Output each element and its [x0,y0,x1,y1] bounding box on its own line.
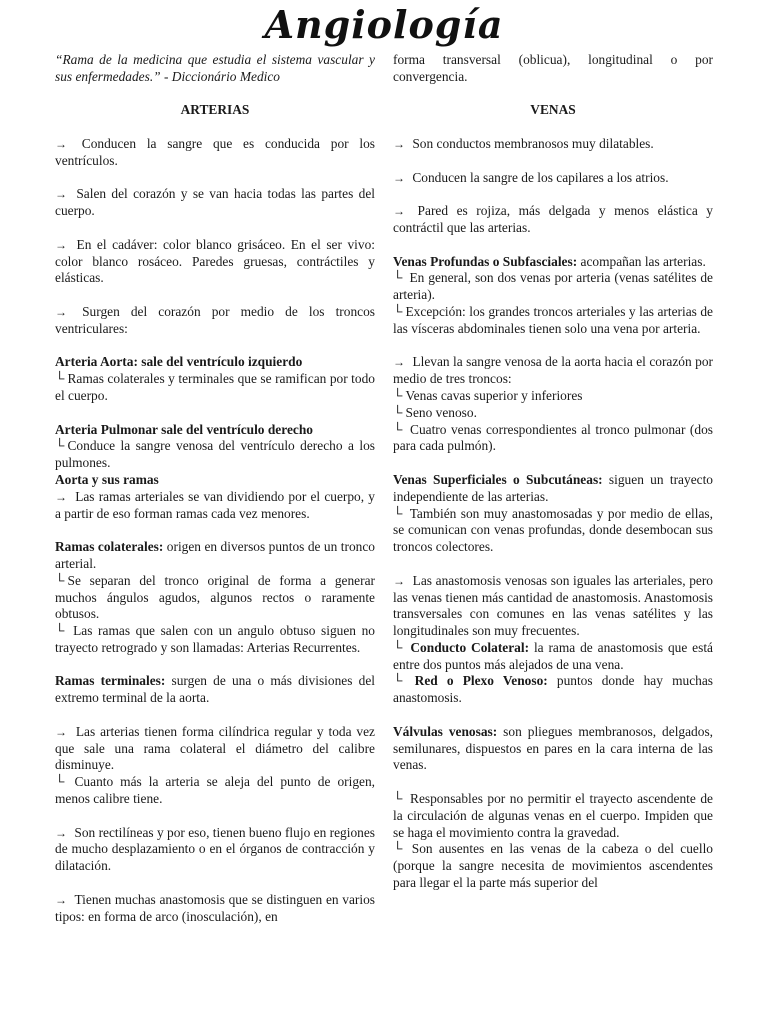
arterias-point-2 [55,186,375,220]
corner-icon: └ [393,639,403,655]
troncos-text: Llevan la sangre venosa de la aorta hacia el corazón por medio de tres troncos: [393,354,713,387]
arrow-icon: → [55,187,67,202]
arrow-icon: → [55,489,67,504]
continuation: forma transversal (oblicua), longitudinal o por convergencia. [393,52,713,84]
arrow-icon: → [393,136,405,151]
superficiales-label: Venas Superficiales o Subcutáneas: [393,471,603,487]
terminales-label: Ramas terminales: [55,673,166,689]
profundas-sub-2-text: Excepción: los grandes troncos arteriales y las arterias de las vísceras abdominales tienen solo una vena por arteria. [393,303,713,336]
arterias-point-1 [55,136,375,170]
forma-text: Las arterias tienen forma cilíndrica regular y toda vez que sale una rama colateral el diámetro del calibre disminuye. [55,723,375,773]
troncos-sub-2 [393,405,713,422]
valvulas-sub-1-text: Responsables por no permitir el trayecto ascendente de la circulación de algunas venas en el cuerpo. Impiden que se haga el movimiento contra la gravedad. [393,791,713,840]
aorta-block [55,354,375,404]
profundas-label: Venas Profundas o Subfasciales: [393,253,578,269]
corner-icon: └ [393,421,403,437]
aorta-ramas-block [55,472,375,522]
colaterales-sub-2-text: Las ramas que salen con un angulo obtuso siguen no trayecto retrogrado y son llamadas: Arterias Recurrentes. [55,623,375,655]
valvulas-sub-1 [393,791,713,841]
anastomosis-text: Tienen muchas anastomosis que se distinguen en varios tipos: en forma de arco (inosculación), en [55,891,375,924]
plexo-venoso-label: Red o Plexo Venoso: [414,673,548,689]
valvulas-subs [393,791,713,892]
corner-icon: └ [55,438,65,454]
troncos-block [393,354,713,455]
valvulas-block [393,724,713,774]
profundas-block [393,254,713,338]
pulmonar-sub-text: Conduce la sangre venosa del ventrículo derecho a los pulmones. [55,438,375,471]
arrow-icon: → [393,204,405,219]
conducto-colateral-label: Conducto Colateral: [410,639,530,655]
arterias-point-4 [55,304,375,338]
plexo-venoso [393,673,713,707]
colaterales-block [55,539,375,657]
profundas-sub-1 [393,270,713,304]
conducto-colateral-text: la rama de anastomosis que está entre dos puntos más alejados de una vena. [393,639,713,672]
venas-point-2-text: Conducen la sangre de los capilares a los atrios. [412,169,669,185]
superficiales-block [393,472,713,556]
troncos-sub-2-text: Seno venoso. [405,404,477,420]
aorta-ramas-title: Aorta y sus ramas [55,471,159,487]
venas-point-3-text: Pared es rojiza, más delgada y menos elástica y contráctil que las arterias. [393,203,713,235]
troncos-sub-1-text: Venas cavas superior y inferiores [405,387,583,403]
venas-point-1 [393,136,713,153]
valvulas-text: son pliegues membranosos, delgados, semilunares, dispuestos en pares en la cara interna de las venas. [393,723,714,773]
colaterales-sub-1-text: Se separan del tronco original de forma a generar muchos ángulos agudos, algunos rectos o raramente obtusos. [55,572,375,622]
terminales-block [55,673,375,707]
arrow-icon: → [393,170,405,185]
venas-point-3 [393,203,713,237]
profundas-text: acompañan las arterias. [577,253,706,269]
valvulas-label: Válvulas venosas: [393,723,498,739]
forma-sub-text: Cuanto más la arteria se aleja del punto de origen, menos calibre tiene. [55,774,375,807]
arterias-point-1-text: Conducen la sangre que es conducida por los ventrículos. [55,135,375,168]
conducto-colateral [393,640,713,674]
arrow-icon: → [55,724,67,739]
right-column [393,52,713,892]
aorta-sub [55,371,375,405]
forma-block [55,724,375,808]
aorta-ramas-text: Las ramas arteriales se van dividiendo por el cuerpo, y a partir de eso forman ramas cada vez menores. [55,488,375,521]
left-column [55,52,375,925]
arterias-point-2-text: Salen del corazón y se van hacia todas las partes del cuerpo. [55,186,375,219]
pulmonar-title: Arteria Pulmonar sale del ventrículo derecho [55,421,313,437]
arrow-icon: → [393,355,405,370]
colaterales-label: Ramas colaterales: [55,539,164,555]
corner-icon: └ [393,303,403,319]
arrow-icon: → [55,825,67,840]
troncos-sub-3-text: Cuatro venas correspondientes al tronco pulmonar (dos para cada pulmón). [393,421,713,454]
page-title: Angiología [264,2,504,47]
arterias-heading: ARTERIAS [180,102,250,118]
plexo-venoso-text: puntos donde hay muchas anastomosis. [393,673,713,706]
valvulas-sub-2-text: Son ausentes en las venas de la cabeza o del cuello (porque la sangre necesita de movimientos ascendentes para llegar el la parte más superior del [393,841,713,891]
corner-icon: └ [393,841,403,857]
corner-icon: └ [55,572,65,588]
profundas-sub-1-text: En general, son dos venas por arteria (venas satélites de arteria). [393,270,713,303]
rectilineas-block [55,825,375,875]
arrow-icon: → [55,136,67,151]
venas-point-1-text: Son conductos membranosos muy dilatables. [412,135,654,151]
anastomosis-venosas-text: Las anastomosis venosas son iguales las arteriales, pero las venas tienen más cantidad de anastomosis. Anastomosis transversales con comunes en las venas satélites y las longitudinales son muy frecuentes. [393,572,713,639]
profundas-sub-2 [393,304,713,338]
venas-heading: VENAS [530,102,576,118]
superficiales-sub [393,506,713,556]
forma-sub [55,774,375,808]
corner-icon: └ [393,791,403,807]
corner-icon: └ [393,270,403,286]
superficiales-sub-text: También son muy anastomosadas y por medio de ellas, se comunican con venas profundas, donde desembocan sus troncos colectores. [393,505,713,555]
corner-icon: └ [393,404,403,420]
troncos-sub-3 [393,422,713,456]
terminales-text: surgen de una o más divisiones del extremo terminal de la aorta. [55,673,375,706]
corner-icon: └ [393,673,403,689]
arrow-icon: → [393,573,405,588]
arterias-point-3 [55,237,375,287]
arrow-icon: → [55,304,67,319]
corner-icon: └ [393,387,403,403]
venas-point-2 [393,170,713,187]
arrow-icon: → [55,892,67,907]
troncos-sub-1 [393,388,713,405]
corner-icon: └ [55,371,65,387]
aorta-sub-text: Ramas colaterales y terminales que se ramifican por todo el cuerpo. [55,371,375,403]
valvulas-sub-2 [393,841,713,891]
corner-icon: └ [55,623,65,639]
pulmonar-block [55,422,375,472]
anastomosis-block [55,892,375,926]
aorta-title: Arteria Aorta: sale del ventrículo izquierdo [55,354,303,370]
colaterales-text: origen en diversos puntos de un tronco arterial. [55,539,375,571]
arrow-icon: → [55,237,67,252]
pulmonar-sub [55,438,375,472]
anastomosis-venosas-block [393,573,713,707]
corner-icon: └ [393,505,403,521]
corner-icon: └ [55,774,65,790]
rectilineas-text: Son rectilíneas y por eso, tienen bueno flujo en regiones de mucho desplazamiento o en el órganos de contracción y dilatación. [55,824,375,874]
colaterales-sub-2 [55,623,375,657]
colaterales-sub-1 [55,573,375,623]
definition-quote: “Rama de la medicina que estudia el sistema vascular y sus enfermedades.” - Diccionário Medico [55,52,375,84]
arterias-point-4-text: Surgen del corazón por medio de los troncos ventriculares: [55,303,375,336]
arterias-point-3-text: En el cadáver: color blanco grisáceo. En el ser vivo: color blanco rosáceo. Paredes gruesas, contráctiles y elásticas. [55,236,375,286]
superficiales-text: siguen un trayecto independiente de las arterias. [393,471,713,504]
